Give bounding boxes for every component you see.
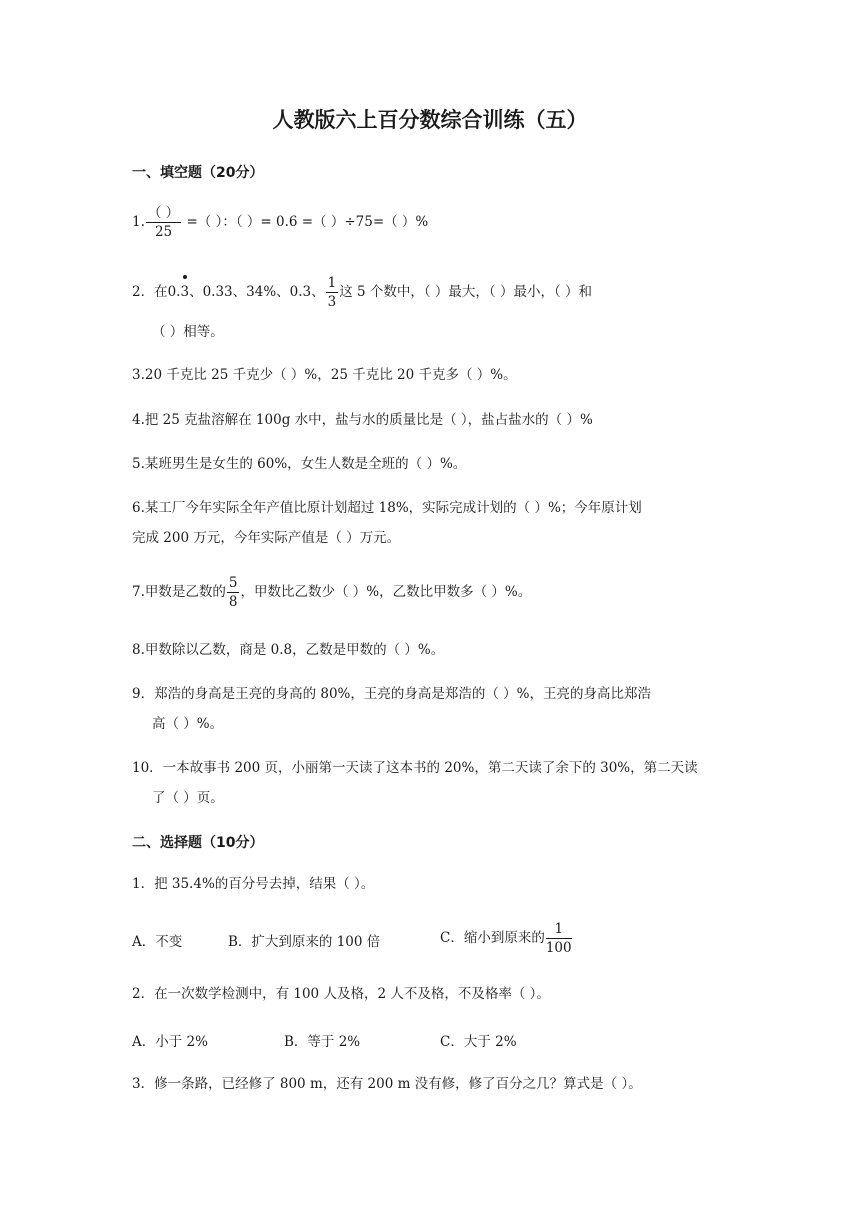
section-1-heading: 一、填空题（20分） (132, 165, 264, 181)
fraction-denominator: 3 (327, 294, 337, 310)
question-1-8: 8.甲数除以乙数，商是 0.8，乙数是甲数的（ ）%。 (132, 642, 445, 658)
fraction-numerator: 1 (327, 275, 337, 291)
section-2-heading: 二、选择题（10分） (132, 835, 264, 851)
question-2-1: 1．把 35.4%的百分号去掉，结果（ ）。 (132, 876, 375, 892)
question-1-10-continued: 了（ ）页。 (152, 790, 224, 806)
option-c (440, 920, 573, 957)
fraction (326, 274, 339, 311)
question-1-6-continued: 完成 200 万元，今年实际产值是（ ）万元。 (132, 530, 401, 546)
option-a: A．小于 2% (132, 1034, 208, 1050)
question-1-3: 3.20 千克比 25 千克少（ ）%，25 千克比 20 千克多（ ）%。 (132, 367, 517, 383)
fraction-numerator: （ ） (147, 205, 180, 221)
option-b: B．扩大到原来的 100 倍 (228, 934, 381, 950)
option-b: B．等于 2% (284, 1034, 361, 1050)
repeating-decimal-integer: 0. (167, 284, 181, 300)
question-text: ，甲数比乙数少（ ）%，乙数比甲数多（ ）%。 (240, 584, 532, 600)
question-1-7 (132, 574, 531, 611)
repeating-decimal-digit (180, 282, 189, 302)
option-c: C．大于 2% (440, 1034, 517, 1050)
number-list: 、0.33、34%、0.3、 (189, 284, 325, 300)
question-1-2-continued: （ ）相等。 (152, 324, 224, 340)
question-2-2: 2．在一次数学检测中，有 100 人及格，2 人不及格，不及格率（ ）。 (132, 986, 550, 1002)
fraction-denominator: 8 (228, 594, 238, 610)
repeating-digit-value: 3 (180, 284, 190, 300)
repeating-dot-mark (183, 275, 187, 279)
question-1-9-continued: 高（ ）%。 (152, 716, 224, 732)
question-1-9: 9．郑浩的身高是王亮的身高的 80%，王亮的身高是郑浩的（ ）%，王亮的身高比郑浩 (132, 686, 652, 702)
question-1-6: 6.某工厂今年实际全年产值比原计划超过 18%，实际完成计划的（ ）%；今年原计划 (132, 500, 642, 516)
page-title: 人教版六上百分数综合训练（五） (272, 108, 588, 132)
question-1-1 (132, 204, 428, 241)
question-1-10: 10．一本故事书 200 页，小丽第一天读了这本书的 20%，第二天读了余下的 30%，第二天读 (132, 760, 698, 776)
fraction (146, 204, 181, 241)
fraction-denominator: 100 (545, 940, 572, 956)
fraction (227, 574, 240, 611)
question-1-2 (132, 274, 592, 311)
question-text: 这 5 个数中，（ ）最大，（ ）最小，（ ）和 (339, 284, 593, 300)
option-c-text: C．缩小到原来的 (440, 930, 545, 946)
fraction-numerator: 5 (228, 575, 238, 591)
question-1-4: 4.把 25 克盐溶解在 100g 水中，盐与水的质量比是（ ），盐占盐水的（ ）% (132, 412, 593, 428)
question-prefix: 2．在 (132, 284, 168, 300)
fraction-denominator: 25 (154, 224, 173, 240)
question-2-3: 3．修一条路，已经修了 800 m，还有 200 m 没有修，修了百分之几？算式是（ ）。 (132, 1076, 642, 1092)
fraction-numerator: 1 (546, 920, 572, 939)
fraction (546, 920, 572, 957)
question-prefix: 7.甲数是乙数的 (132, 584, 226, 600)
option-a: A．不变 (132, 934, 183, 950)
question-text: =（ ）：（ ）= 0.6 =（ ）÷75=（ ）% (186, 214, 429, 230)
question-1-5: 5.某班男生是女生的 60%，女生人数是全班的（ ）%。 (132, 456, 467, 472)
question-prefix: 1. (132, 214, 145, 230)
